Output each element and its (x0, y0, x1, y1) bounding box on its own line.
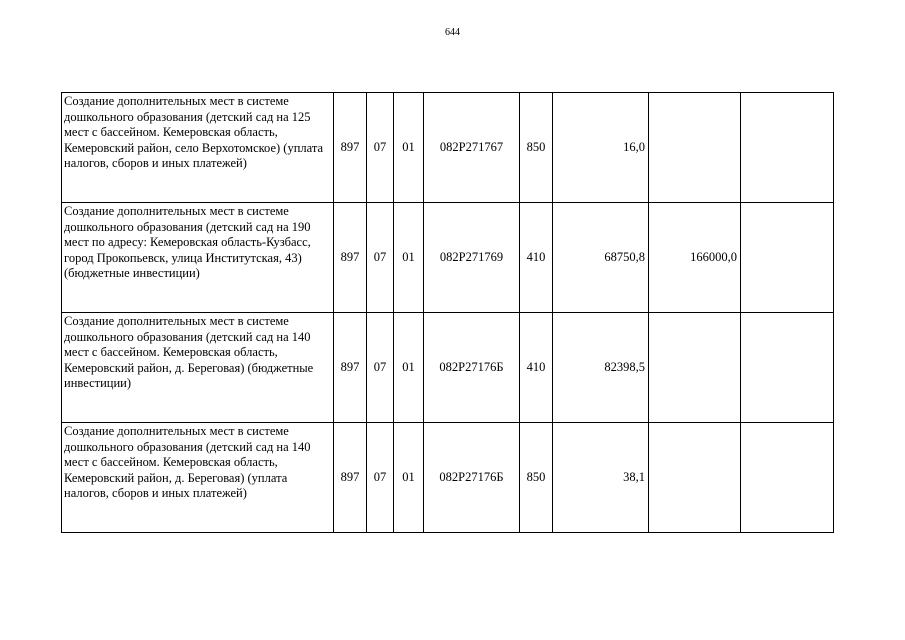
section-code: 07 (367, 313, 394, 423)
table-row (62, 423, 834, 533)
amount-2 (649, 423, 741, 533)
row-description: Создание дополнительных мест в системе дошкольного образования (детский сад на 125 мест с бассейном. Кемеровская область, Кемеровский район, село Верхотомское) (уплата налогов, сборов и иных платежей) (62, 93, 334, 203)
expense-type-code: 850 (520, 423, 553, 533)
subsection-code: 01 (394, 203, 424, 313)
table-row (62, 313, 834, 423)
amount-2 (649, 313, 741, 423)
page-number: 644 (445, 27, 460, 38)
expense-type-code: 410 (520, 203, 553, 313)
amount-3 (741, 313, 834, 423)
row-description: Создание дополнительных мест в системе дошкольного образования (детский сад на 140 мест с бассейном. Кемеровская область, Кемеровский район, д. Береговая) (уплата налогов, сборов и иных платежей) (62, 423, 334, 533)
row-description: Создание дополнительных мест в системе дошкольного образования (детский сад на 140 мест с бассейном. Кемеровская область, Кемеровский район, д. Береговая) (бюджетные инвестиции) (62, 313, 334, 423)
target-article-code: 082P27176Б (424, 313, 520, 423)
table-row (62, 93, 834, 203)
section-code: 07 (367, 203, 394, 313)
amount-1: 82398,5 (553, 313, 649, 423)
amount-3 (741, 423, 834, 533)
amount-1: 38,1 (553, 423, 649, 533)
section-code: 07 (367, 93, 394, 203)
ministry-code: 897 (334, 423, 367, 533)
subsection-code: 01 (394, 423, 424, 533)
target-article-code: 082P271767 (424, 93, 520, 203)
table-row (62, 203, 834, 313)
row-description: Создание дополнительных мест в системе дошкольного образования (детский сад на 190 мест по адресу: Кемеровская область-Кузбасс, город Прокопьевск, улица Институтская, 43) (бюджетные инвестиции) (62, 203, 334, 313)
amount-1: 16,0 (553, 93, 649, 203)
amount-1: 68750,8 (553, 203, 649, 313)
target-article-code: 082P271769 (424, 203, 520, 313)
subsection-code: 01 (394, 93, 424, 203)
amount-2 (649, 93, 741, 203)
amount-3 (741, 203, 834, 313)
budget-table (61, 92, 834, 533)
ministry-code: 897 (334, 93, 367, 203)
amount-2: 166000,0 (649, 203, 741, 313)
ministry-code: 897 (334, 203, 367, 313)
target-article-code: 082P27176Б (424, 423, 520, 533)
subsection-code: 01 (394, 313, 424, 423)
ministry-code: 897 (334, 313, 367, 423)
section-code: 07 (367, 423, 394, 533)
amount-3 (741, 93, 834, 203)
expense-type-code: 850 (520, 93, 553, 203)
expense-type-code: 410 (520, 313, 553, 423)
